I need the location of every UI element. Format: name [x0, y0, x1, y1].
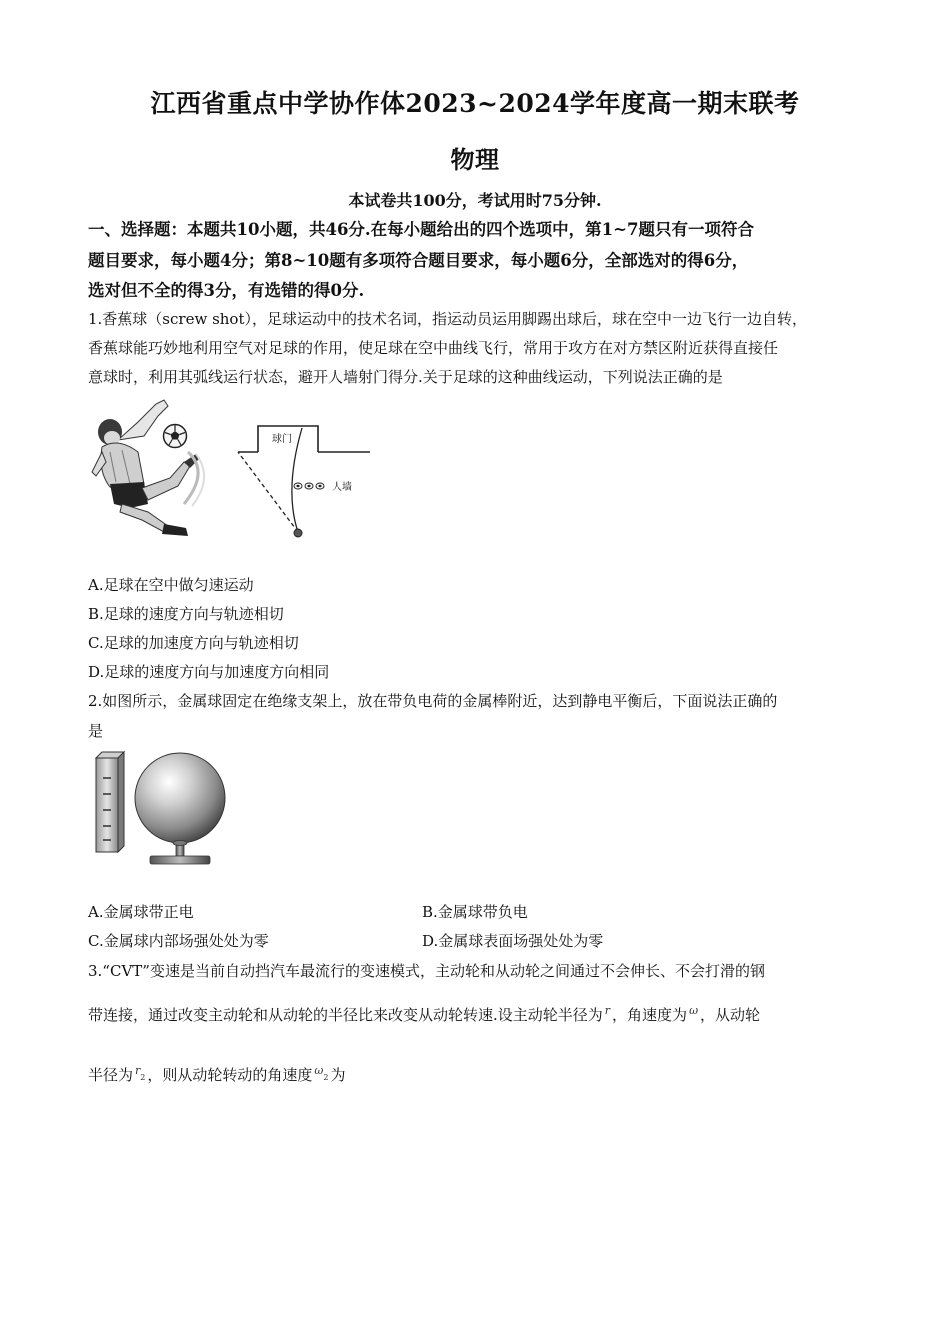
radius-symbol-r: r	[604, 1004, 611, 1017]
q2-option-a: A.金属球带正电	[88, 903, 194, 921]
radius-symbol-r2: r2	[135, 1064, 146, 1082]
q2-stem-line-2: 是	[88, 722, 104, 740]
q3-line3-part-2: ，则从动轮转动的角速度	[147, 1066, 313, 1084]
section-instructions-line-3: 选对但不全的得3分，有选错的得0分.	[88, 281, 365, 300]
section-instructions-line-1: 一、选择题：本题共10小题，共46分.在每小题给出的四个选项中，第1~7题只有一项符合	[88, 220, 754, 239]
wall-players	[294, 483, 324, 489]
q1-option-d: D.足球的速度方向与加速度方向相同	[88, 663, 330, 681]
q3-stem-line-3	[88, 1064, 345, 1085]
q3-line2-part-2: ，角速度为	[612, 1006, 688, 1024]
charged-rod	[96, 752, 124, 852]
q3-line3-part-3: 为	[330, 1066, 346, 1084]
q3-line2-part-1: 带连接，通过改变主动轮和从动轮的半径比来改变从动轮转速.设主动轮半径为	[88, 1006, 603, 1024]
soccer-player-illustration	[88, 392, 216, 542]
insulating-stand-base	[150, 856, 210, 864]
wall-label: 人墙	[332, 482, 352, 493]
goal-label: 球门	[272, 434, 292, 445]
q1-option-b: B.足球的速度方向与轨迹相切	[88, 605, 284, 623]
metal-sphere	[135, 753, 225, 843]
exam-info: 本试卷共100分，考试用时75分钟.	[348, 191, 602, 210]
q2-stem-line-1: 2.如图所示，金属球固定在绝缘支架上，放在带负电荷的金属棒附近，达到静电平衡后，下面说法正确的	[88, 692, 778, 710]
q1-option-a: A.足球在空中做匀速运动	[88, 576, 254, 594]
subject-title: 物理	[450, 145, 500, 174]
q1-stem-line-1: 1.香蕉球（screw shot），足球运动中的技术名词，指运动员运用脚踢出球后，球在空中一边飞行一边自转，	[88, 310, 807, 328]
q1-stem-line-2: 香蕉球能巧妙地利用空气对足球的作用，使足球在空中曲线飞行，常用于攻方在对方禁区附近获得直接任	[88, 339, 779, 357]
metal-sphere-and-rod-figure	[92, 748, 234, 872]
section-instructions-line-2: 题目要求，每小题4分；第8~10题有多项符合题目要求，每小题6分，全部选对的得6分，	[88, 251, 749, 270]
q2-option-c: C.金属球内部场强处处为零	[88, 932, 269, 950]
q2-option-b: B.金属球带负电	[422, 903, 528, 921]
q1-stem-line-3: 意球时，利用其弧线运行状态，避开人墙射门得分.关于足球的这种曲线运动，下列说法正确的是	[88, 368, 723, 386]
soccer-ball-icon	[162, 423, 188, 449]
banana-kick-diagram	[232, 420, 372, 540]
q3-line2-part-3: ，从动轮	[700, 1006, 761, 1024]
q2-option-d: D.金属球表面场强处处为零	[422, 932, 604, 950]
q1-option-c: C.足球的加速度方向与轨迹相切	[88, 634, 299, 652]
angular-velocity-symbol: ω	[689, 1004, 699, 1017]
curved-trajectory	[292, 428, 302, 532]
straight-path-line	[238, 452, 298, 532]
q3-line3-part-1: 半径为	[88, 1066, 134, 1084]
q3-stem-line-1: 3.“CVT”变速是当前自动挡汽车最流行的变速模式，主动轮和从动轮之间通过不会伸长、不会打滑的钢	[88, 962, 765, 980]
ball-position	[294, 529, 302, 537]
q3-stem-line-2	[88, 1004, 760, 1025]
exam-title: 江西省重点中学协作体2023~2024学年度高一期末联考	[150, 89, 800, 118]
angular-velocity-symbol-2: ω2	[314, 1064, 329, 1082]
